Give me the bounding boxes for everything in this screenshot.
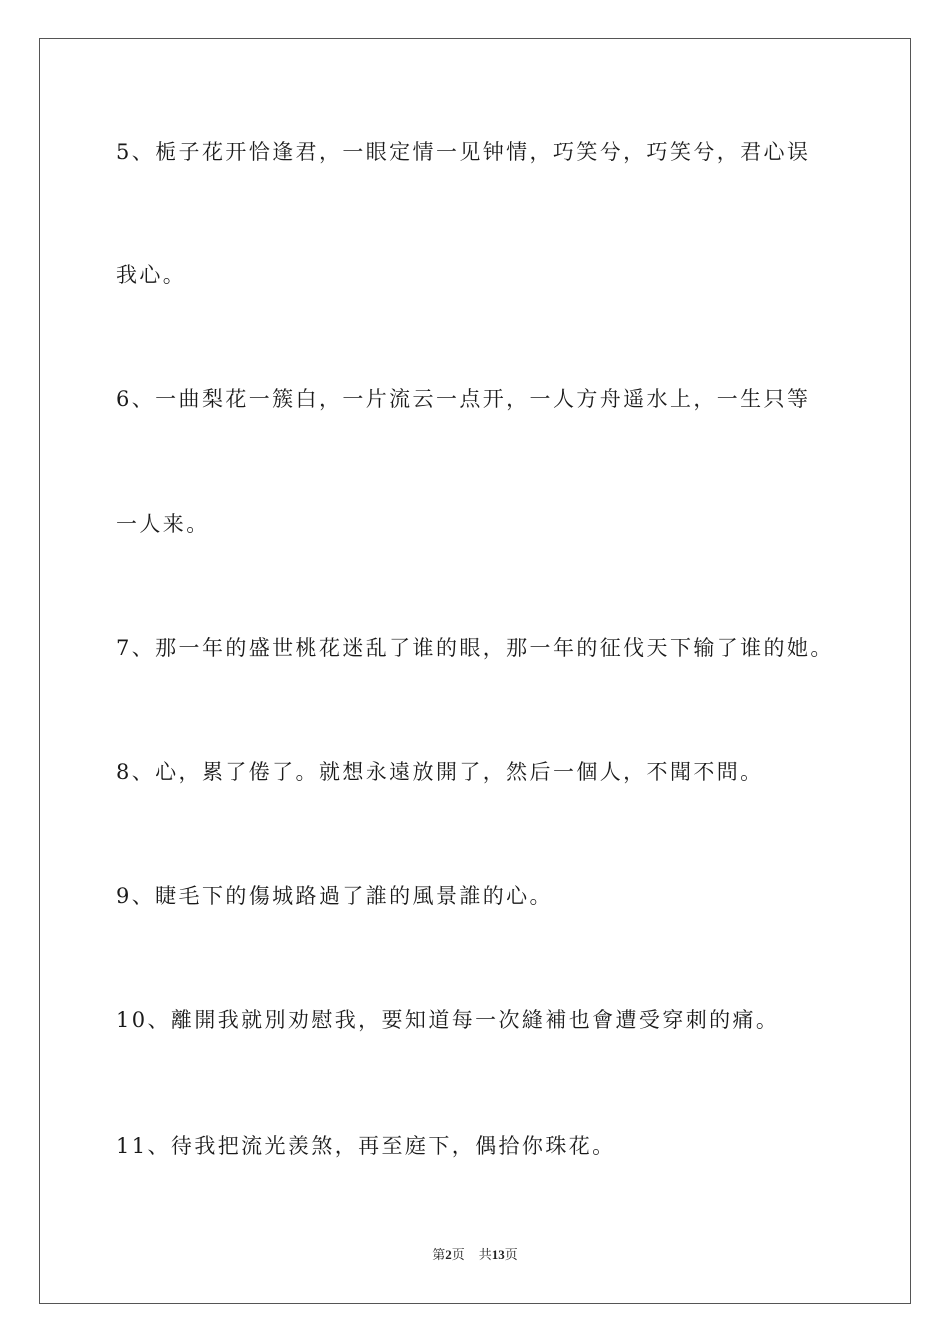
text-line-3: 6、一曲梨花一簇白，一片流云一点开，一人方舟遥水上，一生只等 bbox=[116, 387, 811, 411]
text-line-6: 8、心，累了倦了。就想永遠放開了，然后一個人，不聞不問。 bbox=[116, 760, 764, 784]
text-line-5: 7、那一年的盛世桃花迷乱了谁的眼，那一年的征伐天下输了谁的她。 bbox=[116, 636, 834, 660]
text-line-2: 我心。 bbox=[116, 263, 187, 287]
text-line-4: 一人来。 bbox=[116, 512, 210, 536]
footer-page-prefix: 第 bbox=[432, 1247, 446, 1262]
text-line-8: 10、離開我就別劝慰我，要知道每一次縫補也會遭受穿刺的痛。 bbox=[116, 1008, 780, 1032]
page-border bbox=[39, 38, 911, 1304]
page-footer bbox=[0, 1246, 950, 1264]
text-line-1: 5、栀子花开恰逢君，一眼定情一见钟情，巧笑兮，巧笑兮，君心误 bbox=[116, 140, 811, 164]
footer-total-pages: 13 bbox=[491, 1247, 505, 1262]
footer-total-suffix: 页 bbox=[504, 1247, 518, 1262]
text-line-7: 9、睫毛下的傷城路過了誰的風景誰的心。 bbox=[116, 884, 553, 908]
text-line-9: 11、待我把流光羡煞，再至庭下，偶拾你珠花。 bbox=[116, 1134, 616, 1158]
footer-page-number: 2 bbox=[445, 1247, 452, 1262]
footer-total-prefix: 共 bbox=[478, 1247, 492, 1262]
footer-page-suffix: 页 bbox=[451, 1247, 465, 1262]
